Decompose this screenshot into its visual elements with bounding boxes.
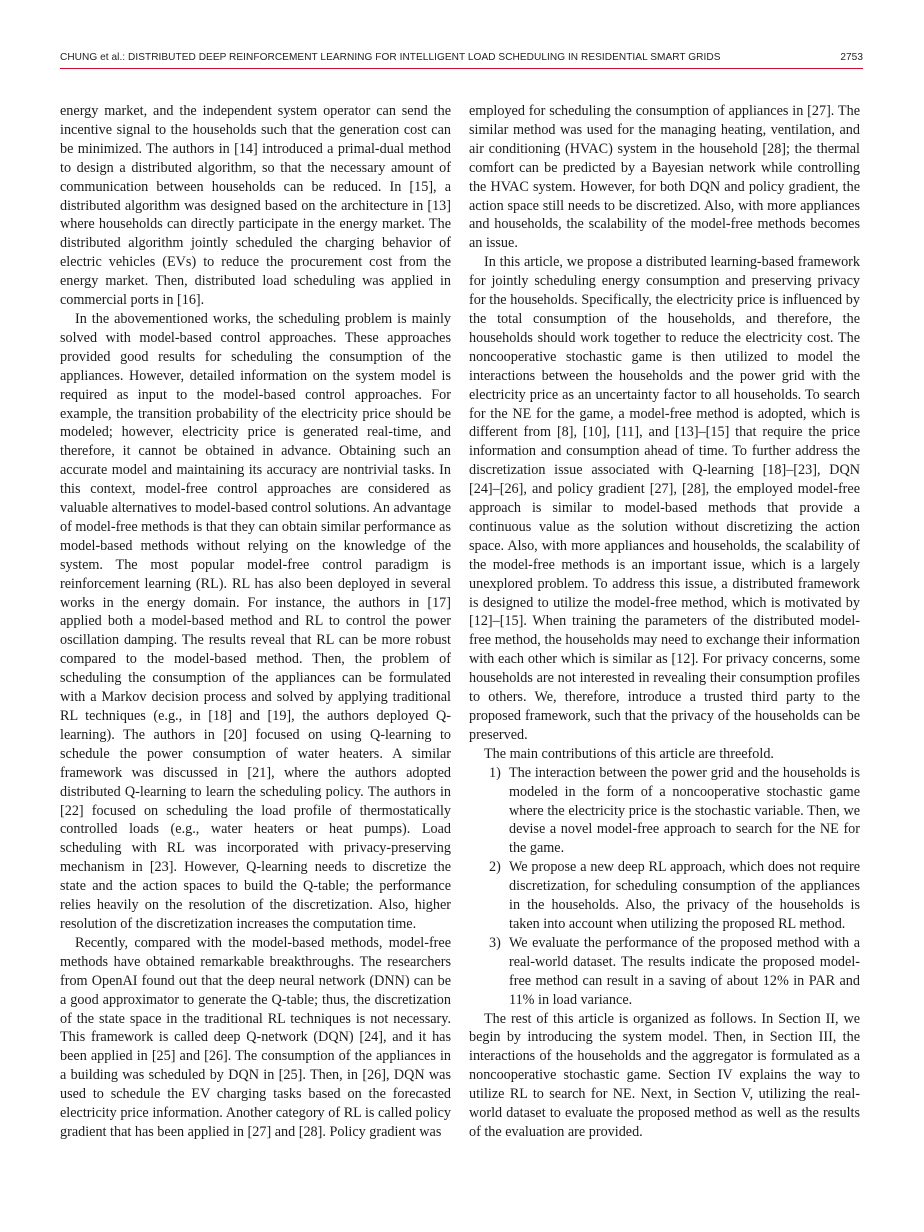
- list-item-number: 2): [489, 859, 501, 876]
- right-paragraph-2: In this article, we propose a distributed learning-based framework for jointly scheduling energy consumption and preserving privacy for the households. Specifically, the electricity price is influenced by the total consumption of the households, and therefore, the households should work together to reduce the electricity cost. The noncooperative stochastic game is then utilized to model the interactions between the households and the power grid with the electricity price as an uncertainty factor to all households. To search for the NE for the game, a model-free method is adopted, which is different from [8], [10], [11], and [13]–[15] that require the price information and consumption ahead of time. To further address the discretization issue associated with Q-learning [18]–[23], DQN [24]–[26], and policy gradient [27], [28], the employed model-free approach is similar to model-based methods that provide a continuous value as the solution without discretizing the action space. Also, with more appliances and households, the scalability of the model-free methods is an important issue, which is a largely unexplored problem. To address this issue, a distributed framework is designed to utilize the model-free method, which is motivated by [12]–[15]. When training the parameters of the distributed model-free method, the households may need to exchange their information with each other which is similar as [12]. For privacy concerns, some households are not interested in revealing their consumption profiles to others. We, therefore, introduce a trusted third party to the proposed framework, such that the privacy of the households can be preserved.: [469, 254, 860, 743]
- list-item: [469, 858, 860, 934]
- header-rule: [60, 68, 863, 69]
- right-paragraph-3: The main contributions of this article are threefold.: [484, 745, 774, 762]
- left-paragraph-3: Recently, compared with the model-based methods, model-free methods have obtained remarkable breakthroughs. The researchers from OpenAI found out that the deep neural network (DNN) can be a good approximator to generate the Q-table; thus, the discretization of the state space in the traditional RL techniques is not necessary. This framework is called deep Q-network (DQN) [24], and it has been applied in [25] and [26]. The consumption of the appliances in a building was scheduled by DQN in [25]. Then, in [26], DQN was used to schedule the EV charging tasks based on the forecasted electricity price information. Another category of RL is called policy gradient that has been applied in [27] and [28]. Policy gradient was: [60, 934, 451, 1140]
- right-column: [469, 102, 860, 1142]
- list-item: [469, 764, 860, 859]
- list-item-number: 1): [489, 764, 501, 781]
- page-number: 2753: [840, 52, 863, 63]
- right-paragraph-4: The rest of this article is organized as follows. In Section II, we begin by introducing the system model. Then, in Section III, the interactions of the households and the aggregator is formulated as a noncooperative stochastic game. Section IV explains the way to utilize RL to search for NE. Next, in Section V, utilizing the real-world dataset to evaluate the proposed method as well as the results of the evaluation are provided.: [469, 1010, 860, 1140]
- list-item-text: The interaction between the power grid and the households is modeled in the form of a noncooperative stochastic game where the electricity price is the stochastic variable. Then, we devise a novel model-free approach to search for the NE for the game.: [509, 764, 860, 857]
- list-item: [469, 934, 860, 1010]
- running-title: CHUNG et al.: DISTRIBUTED DEEP REINFORCEMENT LEARNING FOR INTELLIGENT LOAD SCHEDULING IN RESIDENTIAL SMART GRIDS: [60, 52, 721, 63]
- list-item-number: 3): [489, 934, 501, 951]
- list-item-text: We propose a new deep RL approach, which does not require discretization, for scheduling consumption of the appliances in the households. Also, the privacy of the households is taken into account when utilizing the proposed RL method.: [509, 859, 860, 932]
- left-paragraph-1: energy market, and the independent system operator can send the incentive signal to the households such that the generation cost can be minimized. The authors in [14] introduced a primal-dual method to design a distributed algorithm, so that the necessary amount of communication between households can be reduced. In [15], a distributed algorithm was designed based on the architecture in [13] where households can directly participate in the energy market. The distributed algorithm jointly scheduled the charging behavior of electric vehicles (EVs) to reduce the procurement cost from the energy market. Then, distributed load scheduling was applied in commercial ports in [16].: [60, 103, 451, 309]
- contributions-list: [469, 764, 860, 1010]
- list-item-text: We evaluate the performance of the proposed method with a real-world dataset. The results indicate the proposed model-free method can result in a saving of about 12% in PAR and 11% in load variance.: [509, 934, 860, 1008]
- left-paragraph-2: In the abovementioned works, the scheduling problem is mainly solved with model-based control approaches. These approaches provided good results for scheduling the consumption of the appliances. However, detailed information on the system model is required as input to the model-based control approaches. For example, the transition probability of the electricity price should be modeled; however, electricity price is generated real-time, and therefore, it cannot be obtained in advance. Obtaining such an accurate model and maintaining its accuracy are nontrivial tasks. In this context, model-free control approaches are considered as valuable alternatives to model-based control solutions. An advantage of model-free methods is that they can obtain similar performance as model-based methods without relying on the knowledge of the system. The most popular model-free control paradigm is reinforcement learning (RL). RL has also been deployed in several works in the energy domain. For instance, the authors in [17] applied both a model-based method and RL to control the power oscillation damping. The results reveal that RL can be more robust compared to the model-based method. Then, the problem of scheduling the consumption of the appliances can be formulated with a Markov decision process and solved by applying traditional RL techniques (e.g., in [18] and [19], the authors deployed Q-learning). The authors in [20] focused on using Q-learning to schedule the power consumption of water heaters. A similar framework was discussed in [21], where the authors adopted distributed Q-learning to learn the scheduling policy. The authors in [22] focused on scheduling the load profile of thermostatically controlled loads (e.g., water heaters or heat pumps). Load scheduling with RL was incorporated with privacy-preserving mechanism in [23]. However, Q-learning needs to discretize the state and the action spaces to build the Q-table; the performance relies heavily on the resolution of the discretization. Also, higher resolution of the discretization increases the computation time.: [60, 310, 451, 932]
- right-paragraph-1: employed for scheduling the consumption of appliances in [27]. The similar method was used for the managing heating, ventilation, and air conditioning (HVAC) system in the household [28]; the thermal comfort can be predicted by a Bayesian network while controlling the HVAC system. However, for both DQN and policy gradient, the action space still needs to be discretized. Also, with more appliances and households, the scalability of the model-free methods becomes an issue.: [469, 103, 860, 252]
- left-column: [60, 102, 451, 1142]
